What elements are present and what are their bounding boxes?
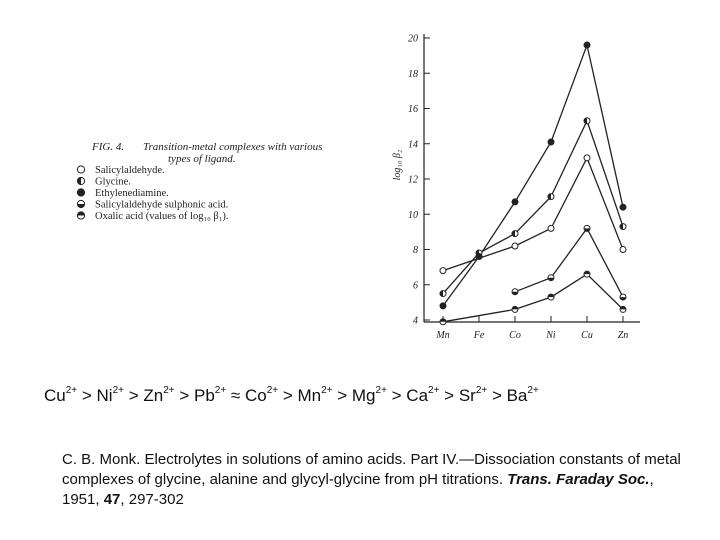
series-markers [440, 42, 626, 325]
data-point [620, 224, 626, 230]
data-point [620, 204, 626, 210]
ion-label: $Ni^{2+}$ [96, 385, 124, 405]
data-point [548, 194, 554, 200]
y-tick-label: 6 [413, 280, 418, 292]
chart-legend [77, 165, 228, 222]
legend-marker [77, 212, 84, 219]
y-tick-label: 16 [408, 104, 418, 115]
relation-symbol: > [278, 386, 298, 405]
y-tick-label: 10 [408, 209, 418, 221]
citation-year: , 1951, [62, 471, 654, 508]
y-tick-label: 8 [413, 245, 418, 256]
ion-label: $Mg^{2+}$ [351, 385, 387, 405]
relation-symbol: > [123, 386, 144, 405]
legend-label: Salicylaldehyde. [95, 165, 165, 176]
legend-item [77, 211, 228, 222]
legend-label: Glycine. [95, 176, 131, 188]
ion-label: $Pb^{2+}$ [193, 385, 227, 405]
data-point [548, 294, 554, 300]
data-point [440, 268, 446, 274]
ion-label: $Cu^{2+}$ [44, 385, 78, 405]
data-point [440, 303, 446, 309]
x-tick-label: Co [509, 330, 521, 341]
relation-symbol: > [77, 386, 97, 405]
legend-label: Oxalic acid (values of log₁₀ β₁). [95, 211, 229, 222]
y-tick-label: 4 [413, 315, 418, 327]
data-point [620, 306, 626, 312]
figure-label: FIG. 4. [92, 141, 125, 153]
x-tick-label: Zn [617, 330, 629, 341]
data-point [512, 231, 518, 237]
data-point [584, 225, 590, 231]
legend-item [77, 188, 168, 199]
y-tick-label: 20 [408, 33, 418, 45]
data-point [548, 275, 554, 281]
data-point [476, 254, 482, 260]
ion-label: $Sr^{2+}$ [458, 385, 488, 405]
y-tick-label: 12 [408, 174, 418, 186]
x-tick-label: Cu [581, 330, 593, 341]
legend-marker [77, 189, 84, 196]
ion-label: $Co^{2+}$ [244, 385, 279, 405]
relation-symbol: ≈ [226, 386, 245, 405]
data-point [512, 289, 518, 295]
relation-symbol: > [439, 386, 459, 405]
series-line [443, 274, 623, 322]
legend-marker [77, 200, 84, 207]
data-point [512, 243, 518, 249]
x-tick-label: Fe [473, 330, 485, 341]
ion-label: $Ba^{2+}$ [506, 385, 539, 405]
data-point [620, 247, 626, 253]
legend-label: Salicylaldehyde sulphonic acid. [95, 199, 229, 211]
x-tick-label: Ni [546, 330, 556, 341]
ion-label: $Zn^{2+}$ [143, 385, 175, 405]
legend-item [77, 200, 228, 211]
series-line [443, 45, 623, 306]
relation-symbol: > [487, 386, 507, 405]
legend-marker [77, 166, 84, 173]
ion-label: $Ca^{2+}$ [406, 385, 440, 405]
data-point [620, 294, 626, 300]
x-tick-label: Mn [436, 330, 450, 341]
x-axis-ticks [435, 316, 628, 341]
y-axis-label: log₁₀ β₂ [392, 149, 403, 181]
y-tick-label: 14 [408, 139, 418, 151]
irving-williams-series [44, 386, 704, 406]
legend-label: Ethylenediamine. [95, 188, 169, 199]
data-point [548, 225, 554, 231]
relation-symbol: > [386, 386, 407, 405]
ion-label: $Mn^{2+}$ [297, 385, 333, 405]
citation [62, 450, 692, 510]
legend-marker [77, 177, 84, 184]
legend-item [77, 165, 164, 176]
citation-text: C. B. Monk. Electrolytes in solutions of amino acids. Part IV.—Dissociation constants of metal complexes of glycine, alanine and glycyl-glycine from pH titrations. [62, 451, 681, 488]
data-point [584, 118, 590, 124]
y-axis-ticks [408, 34, 430, 327]
data-point [548, 139, 554, 145]
citation-volume: 47 [103, 491, 121, 508]
data-point [512, 199, 518, 205]
legend-item [77, 177, 130, 188]
relation-symbol: > [174, 386, 194, 405]
figure-caption-line2: types of ligand. [168, 153, 236, 165]
data-point [440, 319, 446, 325]
y-tick-label: 18 [408, 68, 418, 80]
citation-pages: , 297-302 [120, 491, 184, 508]
data-point [512, 306, 518, 312]
series-line [443, 121, 623, 294]
citation-journal: Trans. Faraday Soc. [507, 471, 650, 488]
relation-symbol: > [332, 386, 352, 405]
data-point [584, 155, 590, 161]
figure-caption-line1: Transition-metal complexes with various [143, 141, 323, 153]
data-point [440, 291, 446, 297]
data-point [584, 42, 590, 48]
data-point [584, 271, 590, 277]
series-lines [443, 45, 623, 322]
